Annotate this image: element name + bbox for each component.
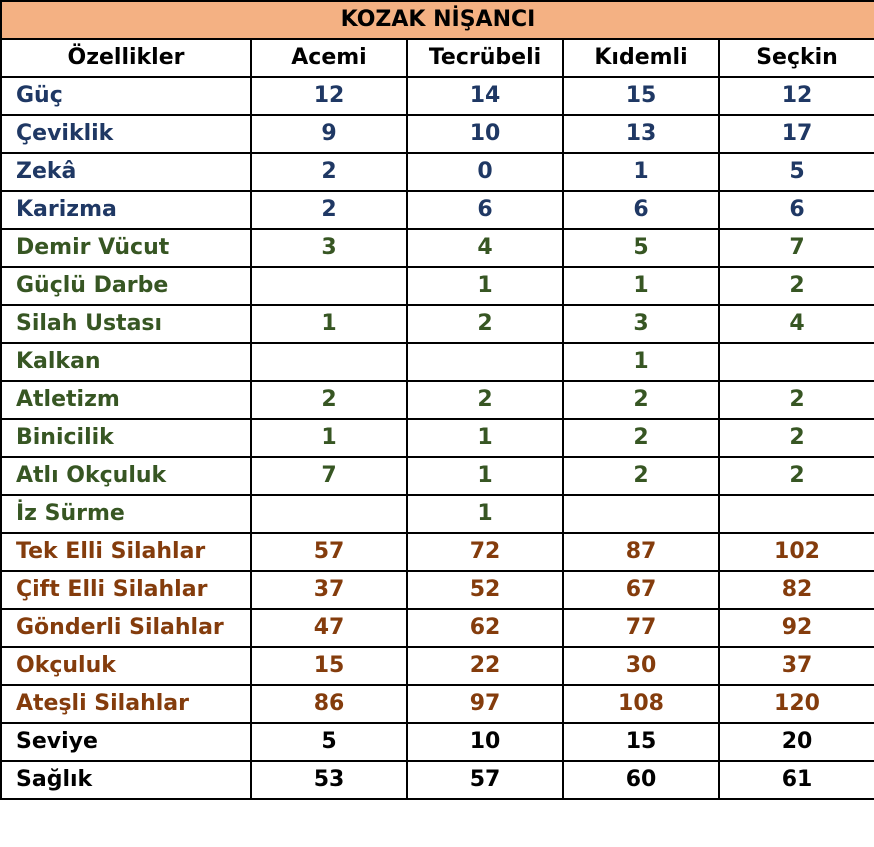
value-cell: 86 bbox=[251, 685, 407, 723]
value-cell: 10 bbox=[407, 723, 563, 761]
value-cell: 1 bbox=[251, 305, 407, 343]
value-cell: 87 bbox=[563, 533, 719, 571]
value-cell: 5 bbox=[251, 723, 407, 761]
column-header-acemi: Acemi bbox=[251, 39, 407, 77]
value-cell: 47 bbox=[251, 609, 407, 647]
value-cell: 20 bbox=[719, 723, 874, 761]
value-cell: 108 bbox=[563, 685, 719, 723]
value-cell: 2 bbox=[719, 267, 874, 305]
table-row bbox=[1, 267, 874, 305]
stats-body bbox=[1, 77, 874, 799]
value-cell: 2 bbox=[563, 457, 719, 495]
table-row bbox=[1, 115, 874, 153]
value-cell: 57 bbox=[251, 533, 407, 571]
table-row bbox=[1, 153, 874, 191]
table-row bbox=[1, 723, 874, 761]
value-cell: 37 bbox=[251, 571, 407, 609]
value-cell: 52 bbox=[407, 571, 563, 609]
value-cell: 5 bbox=[563, 229, 719, 267]
column-header-kidemli: Kıdemli bbox=[563, 39, 719, 77]
value-cell: 2 bbox=[563, 419, 719, 457]
value-cell: 61 bbox=[719, 761, 874, 799]
row-label: Çeviklik bbox=[1, 115, 251, 153]
column-header-seckin: Seçkin bbox=[719, 39, 874, 77]
row-label: Seviye bbox=[1, 723, 251, 761]
value-cell: 0 bbox=[407, 153, 563, 191]
value-cell: 14 bbox=[407, 77, 563, 115]
value-cell: 4 bbox=[719, 305, 874, 343]
row-label: Okçuluk bbox=[1, 647, 251, 685]
value-cell: 1 bbox=[407, 495, 563, 533]
table-title: KOZAK NİŞANCI bbox=[1, 1, 874, 39]
value-cell: 7 bbox=[719, 229, 874, 267]
value-cell: 60 bbox=[563, 761, 719, 799]
row-label: Çift Elli Silahlar bbox=[1, 571, 251, 609]
value-cell bbox=[251, 267, 407, 305]
value-cell bbox=[251, 495, 407, 533]
row-label: Güçlü Darbe bbox=[1, 267, 251, 305]
value-cell: 1 bbox=[563, 153, 719, 191]
value-cell: 1 bbox=[407, 267, 563, 305]
value-cell: 102 bbox=[719, 533, 874, 571]
table-row bbox=[1, 647, 874, 685]
table-row bbox=[1, 495, 874, 533]
row-label: Karizma bbox=[1, 191, 251, 229]
value-cell: 67 bbox=[563, 571, 719, 609]
value-cell: 57 bbox=[407, 761, 563, 799]
value-cell bbox=[719, 495, 874, 533]
value-cell: 2 bbox=[251, 153, 407, 191]
value-cell: 22 bbox=[407, 647, 563, 685]
table-row bbox=[1, 381, 874, 419]
row-label: Sağlık bbox=[1, 761, 251, 799]
value-cell: 15 bbox=[563, 77, 719, 115]
value-cell: 7 bbox=[251, 457, 407, 495]
table-row bbox=[1, 571, 874, 609]
title-row bbox=[1, 1, 874, 39]
value-cell: 1 bbox=[251, 419, 407, 457]
value-cell: 12 bbox=[719, 77, 874, 115]
row-label: İz Sürme bbox=[1, 495, 251, 533]
value-cell: 10 bbox=[407, 115, 563, 153]
value-cell: 1 bbox=[563, 267, 719, 305]
row-label: Zekâ bbox=[1, 153, 251, 191]
row-label: Tek Elli Silahlar bbox=[1, 533, 251, 571]
table-row bbox=[1, 305, 874, 343]
value-cell bbox=[719, 343, 874, 381]
value-cell bbox=[563, 495, 719, 533]
table-row bbox=[1, 229, 874, 267]
table-row bbox=[1, 685, 874, 723]
value-cell: 37 bbox=[719, 647, 874, 685]
value-cell: 15 bbox=[251, 647, 407, 685]
value-cell: 2 bbox=[251, 191, 407, 229]
value-cell: 4 bbox=[407, 229, 563, 267]
value-cell: 1 bbox=[407, 457, 563, 495]
value-cell: 2 bbox=[719, 419, 874, 457]
value-cell: 97 bbox=[407, 685, 563, 723]
value-cell: 62 bbox=[407, 609, 563, 647]
row-label: Atlı Okçuluk bbox=[1, 457, 251, 495]
table-row bbox=[1, 609, 874, 647]
value-cell: 77 bbox=[563, 609, 719, 647]
row-label: Güç bbox=[1, 77, 251, 115]
row-label: Binicilik bbox=[1, 419, 251, 457]
table-row bbox=[1, 761, 874, 799]
table-row bbox=[1, 419, 874, 457]
value-cell: 6 bbox=[407, 191, 563, 229]
value-cell: 17 bbox=[719, 115, 874, 153]
row-label: Ateşli Silahlar bbox=[1, 685, 251, 723]
table-row bbox=[1, 77, 874, 115]
value-cell: 3 bbox=[563, 305, 719, 343]
value-cell: 2 bbox=[563, 381, 719, 419]
value-cell: 1 bbox=[407, 419, 563, 457]
value-cell: 13 bbox=[563, 115, 719, 153]
value-cell: 2 bbox=[719, 457, 874, 495]
value-cell: 2 bbox=[719, 381, 874, 419]
row-label: Silah Ustası bbox=[1, 305, 251, 343]
value-cell: 82 bbox=[719, 571, 874, 609]
value-cell: 1 bbox=[563, 343, 719, 381]
value-cell: 2 bbox=[407, 305, 563, 343]
value-cell: 92 bbox=[719, 609, 874, 647]
column-header-tecrubeli: Tecrübeli bbox=[407, 39, 563, 77]
value-cell bbox=[407, 343, 563, 381]
table-row bbox=[1, 457, 874, 495]
value-cell: 12 bbox=[251, 77, 407, 115]
table-row bbox=[1, 343, 874, 381]
value-cell: 120 bbox=[719, 685, 874, 723]
value-cell: 6 bbox=[563, 191, 719, 229]
value-cell: 30 bbox=[563, 647, 719, 685]
column-header-ozellikler: Özellikler bbox=[1, 39, 251, 77]
value-cell: 15 bbox=[563, 723, 719, 761]
value-cell bbox=[251, 343, 407, 381]
table-row bbox=[1, 191, 874, 229]
value-cell: 53 bbox=[251, 761, 407, 799]
header-row bbox=[1, 39, 874, 77]
value-cell: 72 bbox=[407, 533, 563, 571]
row-label: Demir Vücut bbox=[1, 229, 251, 267]
value-cell: 3 bbox=[251, 229, 407, 267]
value-cell: 5 bbox=[719, 153, 874, 191]
row-label: Gönderli Silahlar bbox=[1, 609, 251, 647]
value-cell: 2 bbox=[251, 381, 407, 419]
value-cell: 9 bbox=[251, 115, 407, 153]
value-cell: 2 bbox=[407, 381, 563, 419]
row-label: Atletizm bbox=[1, 381, 251, 419]
row-label: Kalkan bbox=[1, 343, 251, 381]
value-cell: 6 bbox=[719, 191, 874, 229]
table-row bbox=[1, 533, 874, 571]
